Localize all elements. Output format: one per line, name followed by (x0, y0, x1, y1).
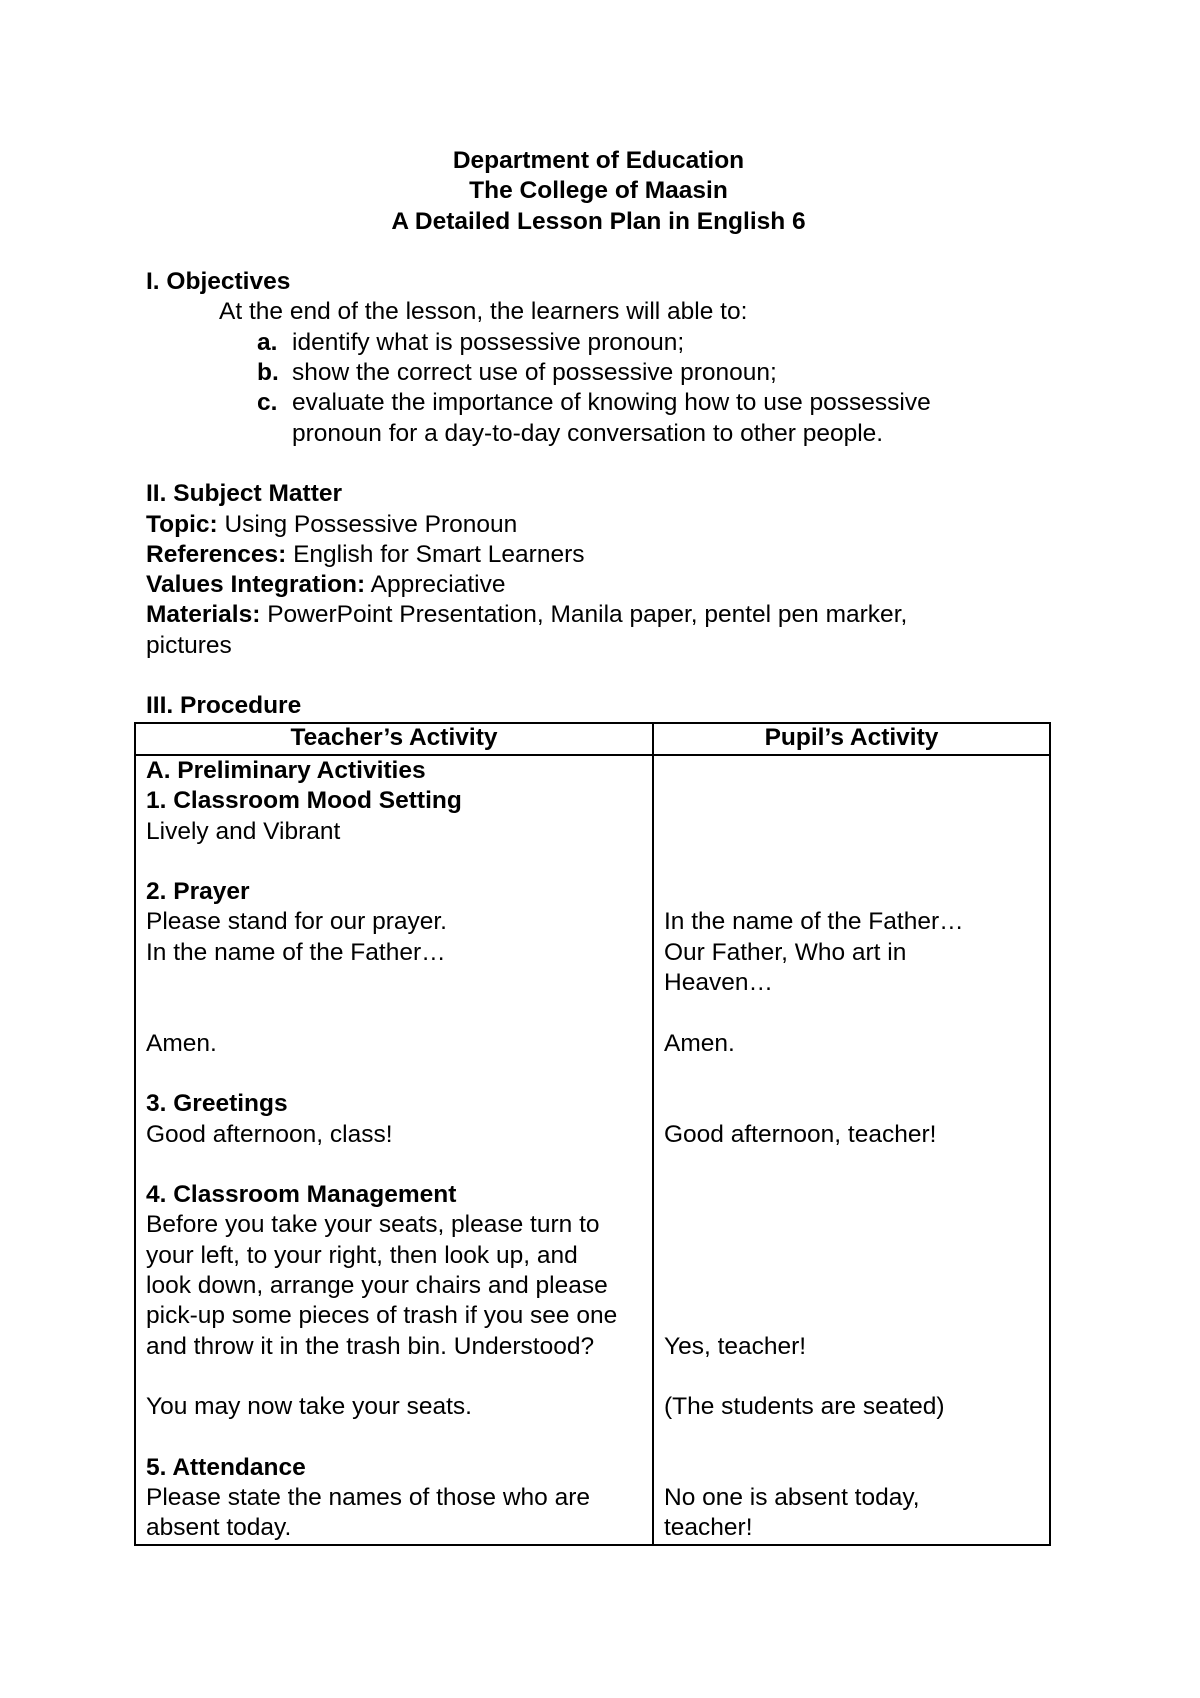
pupil-line (664, 1271, 1039, 1301)
pupil-line (664, 847, 1039, 877)
teacher-section-heading: A. Preliminary Activities (146, 757, 426, 784)
teacher-line: Good afternoon, class! (146, 1120, 393, 1148)
teacher-line: Please stand for our prayer. (146, 908, 447, 936)
pupil-line (664, 1362, 1039, 1392)
lesson-plan-page (146, 146, 1051, 1542)
pupil-line (664, 1241, 1039, 1271)
teacher-line: Amen. (146, 1029, 217, 1057)
teacher-line: In the name of the Father… (146, 938, 446, 966)
pupil-line: (The students are seated) (664, 1393, 945, 1421)
pupil-line: Heaven… (664, 969, 773, 997)
teacher-line: and throw it in the trash bin. Understood? (146, 1332, 595, 1360)
teacher-section-heading: 3. Greetings (146, 1090, 288, 1118)
teacher-section-heading: 2. Prayer (146, 878, 250, 906)
pupil-line: Good afternoon, teacher! (664, 1120, 937, 1148)
pupil-line (664, 1301, 1039, 1331)
teacher-line (146, 968, 642, 998)
objectives-section (146, 267, 1051, 449)
pupil-line (664, 1150, 1039, 1180)
objective-item: b. show the correct use of possessive pronoun; (257, 359, 777, 387)
materials-line-continued: pictures (146, 631, 232, 659)
procedure-table (134, 722, 1051, 1546)
pupil-line (664, 1180, 1039, 1210)
pupil-line (664, 817, 1039, 847)
pupil-line: teacher! (664, 1514, 753, 1542)
teacher-activity-column-header: Teacher’s Activity (135, 723, 653, 755)
teacher-line: absent today. (146, 1514, 292, 1542)
objective-item: a. identify what is possessive pronoun; (257, 328, 685, 356)
pupil-activity-column-header: Pupil’s Activity (653, 723, 1050, 755)
header-college: The College of Maasin (469, 177, 728, 205)
teacher-line: Before you take your seats, please turn to (146, 1211, 600, 1239)
pupil-line: Our Father, Who art in (664, 938, 907, 966)
teacher-activity-cell (135, 755, 653, 1545)
pupil-line (664, 756, 1039, 786)
procedure-table-row (135, 755, 1050, 1545)
pupil-line (664, 1210, 1039, 1240)
procedure-heading: III. Procedure (146, 692, 302, 720)
objectives-intro: At the end of the lesson, the learners will able to: (219, 298, 748, 326)
teacher-line (146, 1059, 642, 1089)
teacher-section-heading: 1. Classroom Mood Setting (146, 787, 462, 815)
teacher-line: Lively and Vibrant (146, 817, 341, 845)
topic-line: Topic: Using Possessive Pronoun (146, 510, 518, 538)
objective-item: c. evaluate the importance of knowing how to use possessive pronoun for a day-to-day conversation to other people. (257, 389, 931, 447)
teacher-line (146, 998, 642, 1028)
pupil-activity-cell (653, 755, 1050, 1545)
teacher-line (146, 1362, 642, 1392)
header-title: A Detailed Lesson Plan in English 6 (391, 207, 806, 235)
values-line: Values Integration: Appreciative (146, 571, 506, 599)
header-department: Department of Education (452, 147, 745, 174)
teacher-line (146, 1150, 642, 1180)
subject-matter-section (146, 479, 1051, 661)
teacher-section-heading: 5. Attendance (146, 1453, 306, 1481)
references-line: References: English for Smart Learners (146, 540, 585, 568)
teacher-line: look down, arrange your chairs and please (146, 1272, 608, 1300)
teacher-line: pick-up some pieces of trash if you see one (146, 1302, 618, 1330)
pupil-line: No one is absent today, (664, 1484, 920, 1512)
pupil-line (664, 1453, 1039, 1483)
teacher-line (146, 847, 642, 877)
pupil-line (664, 786, 1039, 816)
pupil-line (664, 1059, 1039, 1089)
objectives-list (146, 328, 1051, 449)
document-header (146, 146, 1051, 237)
procedure-table-header (135, 723, 1050, 755)
materials-line: Materials: PowerPoint Presentation, Manila paper, pentel pen marker, (146, 601, 908, 629)
pupil-line (664, 998, 1039, 1028)
teacher-section-heading: 4. Classroom Management (146, 1181, 457, 1209)
teacher-line: your left, to your right, then look up, and (146, 1241, 578, 1269)
pupil-line (664, 877, 1039, 907)
subject-matter-heading: II. Subject Matter (146, 480, 343, 508)
pupil-line: Yes, teacher! (664, 1332, 807, 1360)
teacher-line (146, 1423, 642, 1453)
pupil-line: Amen. (664, 1029, 735, 1057)
pupil-line: In the name of the Father… (664, 908, 964, 936)
objectives-heading: I. Objectives (146, 268, 291, 296)
teacher-line: Please state the names of those who are (146, 1484, 590, 1512)
pupil-line (664, 1089, 1039, 1119)
teacher-line: You may now take your seats. (146, 1393, 472, 1421)
pupil-line (664, 1423, 1039, 1453)
